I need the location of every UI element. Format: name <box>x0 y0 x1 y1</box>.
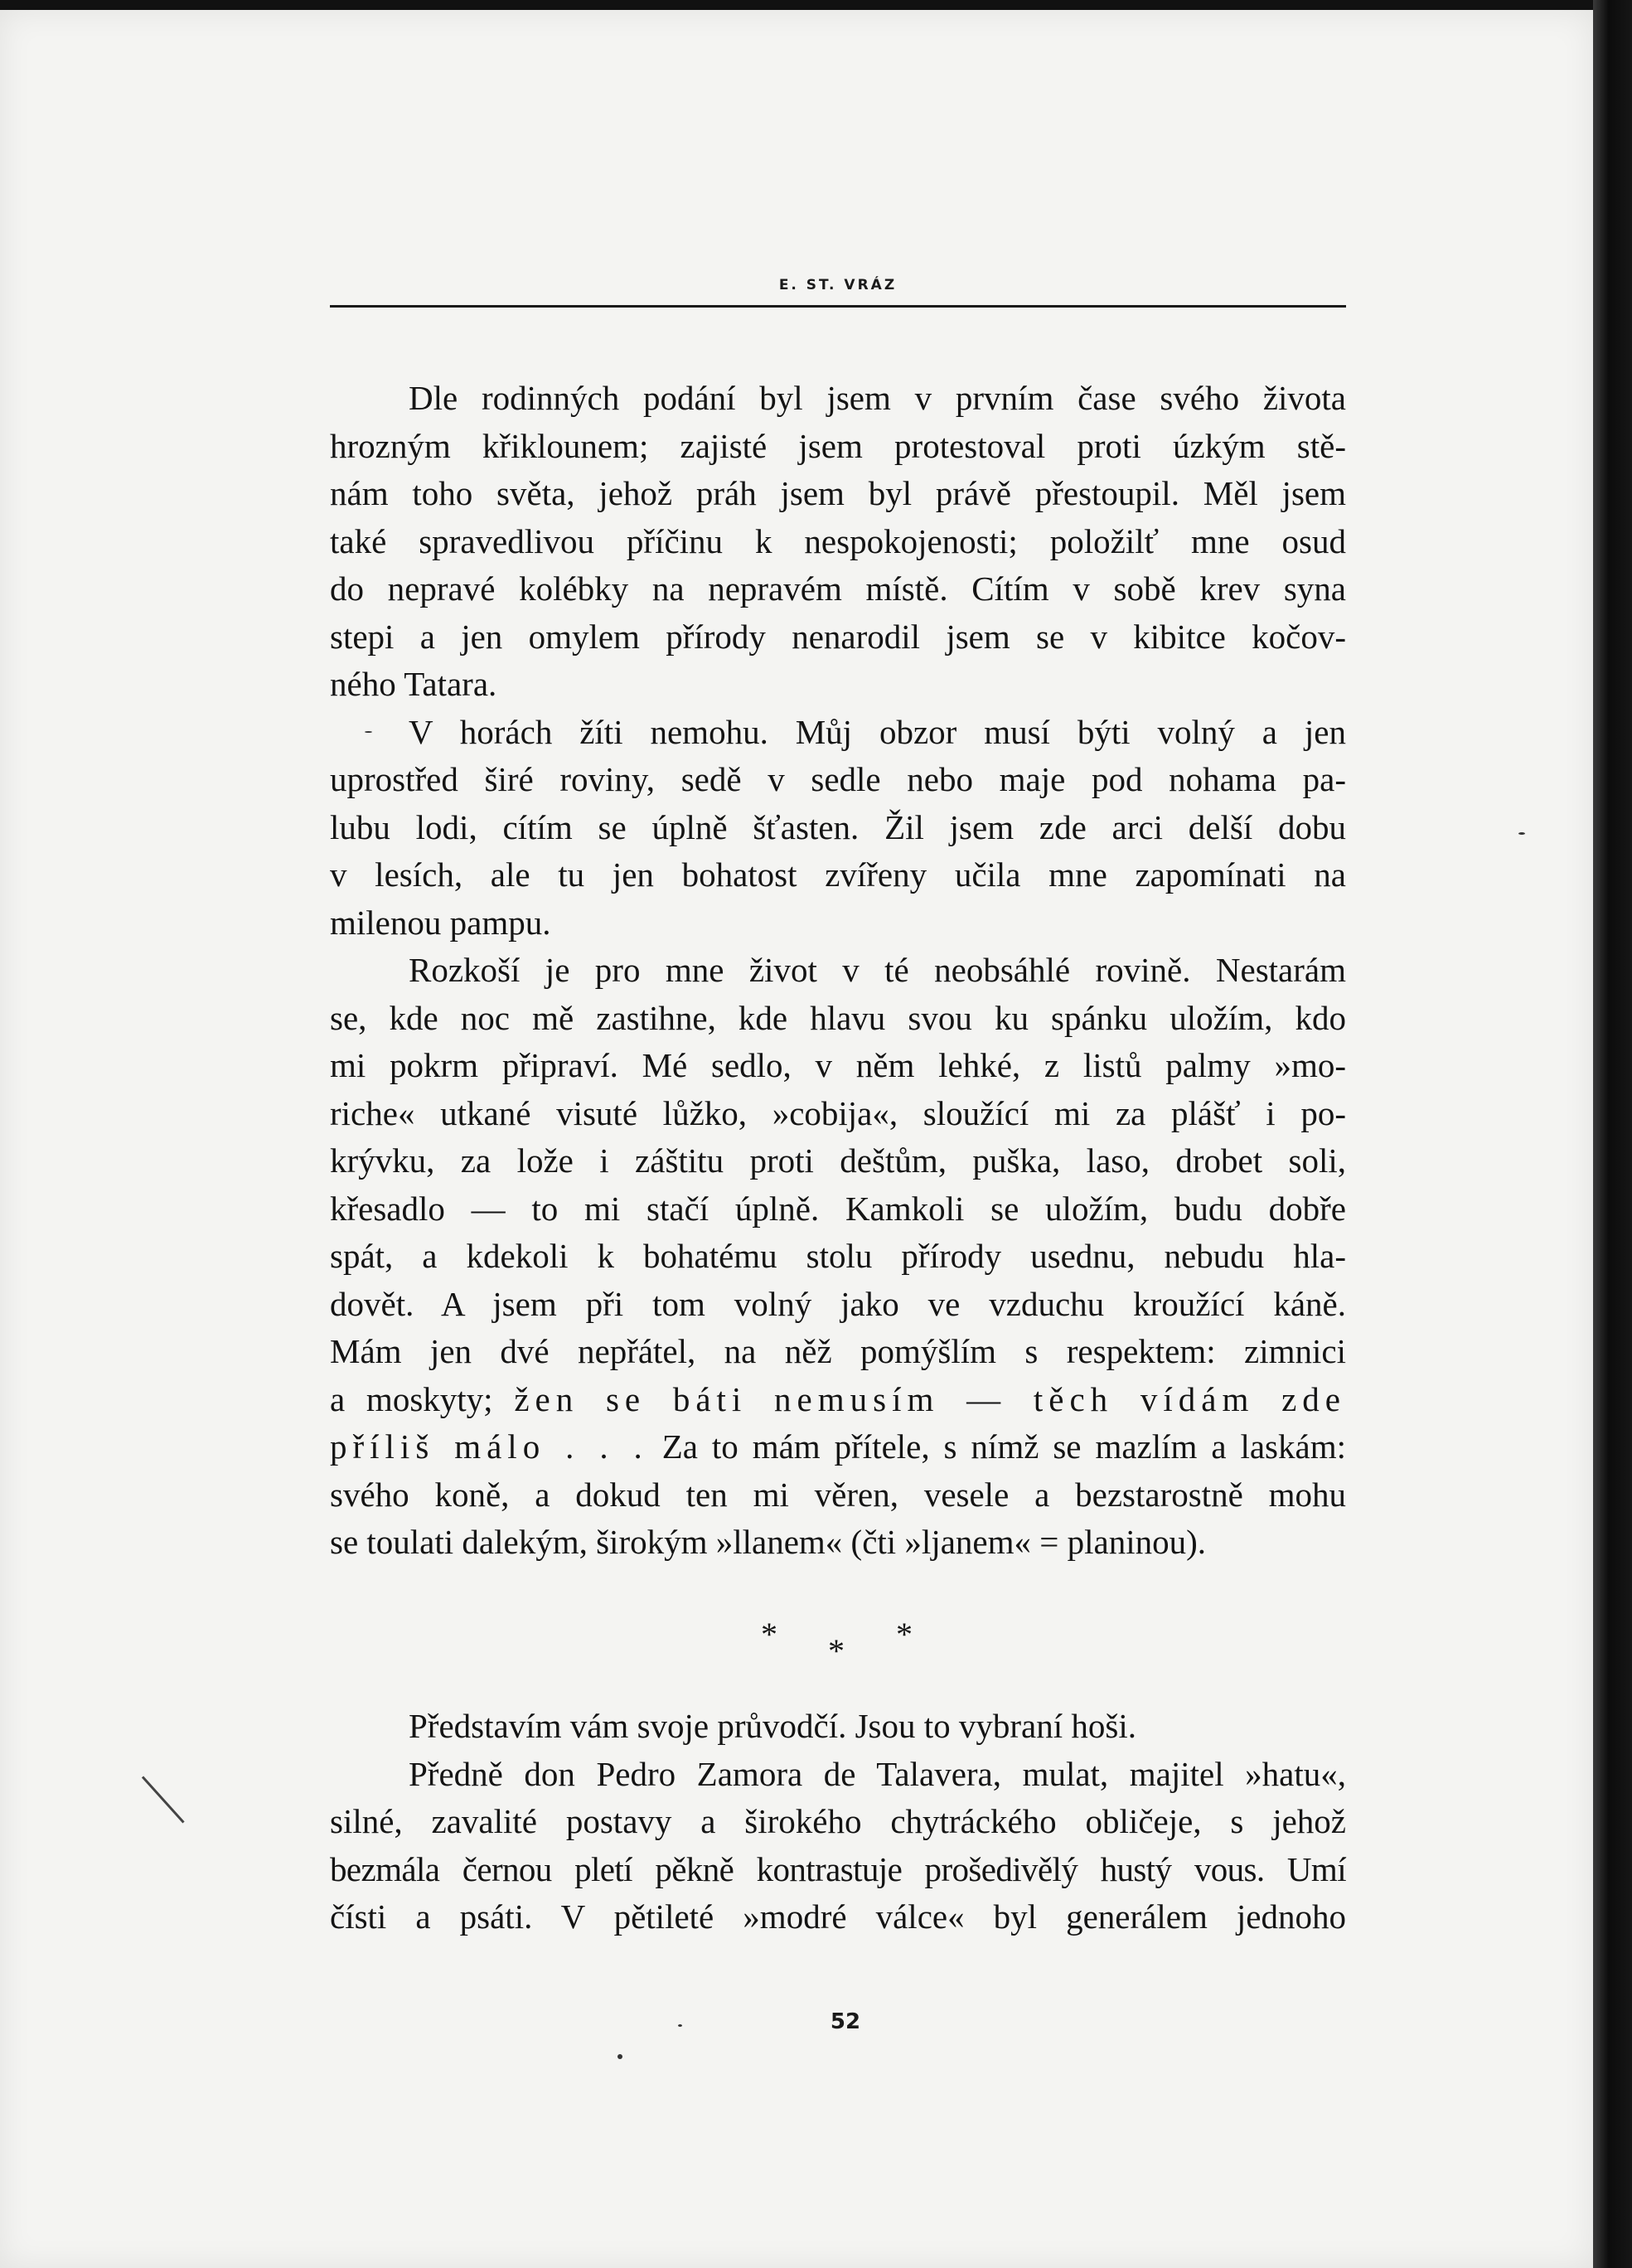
text-line: silné, zavalité postavy a širokého chytráckého obličeje, s jehož <box>330 1802 1346 1840</box>
text-line: také spravedlivou příčinu k nespokojenosti; položilť mne osud <box>330 521 1346 560</box>
text-line: krývku, za lože i záštitu proti deštům, puška, laso, drobet soli, <box>330 1141 1346 1180</box>
text-line: stepi a jen omylem přírody nenarodil jsem se v kibitce kočov- <box>330 617 1346 656</box>
spaced-emphasis: žen se báti nemusím — těch vídám zde <box>514 1379 1346 1418</box>
running-head: E. ST. VRÁZ <box>778 277 898 293</box>
text-line: křesadlo — to mi stačí úplně. Kamkoli se uložím, budu dobře <box>330 1189 1346 1228</box>
text-line: dovět. A jsem při tom volný jako ve vzduchu kroužící káně. <box>330 1284 1346 1323</box>
text-line: uprostřed širé roviny, sedě v sedle nebo maje pod nohama pa- <box>330 760 1346 798</box>
text-line: milenou pampu. <box>330 903 551 942</box>
text-line: svého koně, a dokud ten mi věren, vesele a bezstarostně mohu <box>330 1475 1346 1514</box>
text-line: ného Tatara. <box>330 665 497 703</box>
scan-speck <box>617 2054 622 2059</box>
paragraph-5 <box>330 1751 1346 1941</box>
text-line: hrozným křiklounem; zajisté jsem protestoval proti úzkým stě- <box>330 426 1346 465</box>
header-rule <box>330 305 1346 308</box>
asterisk: * <box>828 1632 845 1670</box>
text-run: a moskyty; <box>330 1379 515 1418</box>
text-line: Rozkoší je pro mne život v té neobsáhlé rovině. Nestarám <box>409 951 1346 989</box>
paragraph-3 <box>330 947 1346 1567</box>
text-line: se, kde noc mě zastihne, kde hlavu svou ku spánku uložím, kdo <box>330 998 1346 1037</box>
text-line: V horách žíti nemohu. Můj obzor musí býti volný a jen <box>409 712 1346 751</box>
text-line: lubu lodi, cítím se úplně šťasten. Žil jsem zde arci delší dobu <box>330 807 1346 846</box>
body-text-continued <box>330 1703 1346 1941</box>
text-line: Předně don Pedro Zamora de Talavera, mulat, majitel »hatu«, <box>409 1754 1346 1793</box>
asterisk: * <box>896 1616 913 1653</box>
scan-right-edge <box>1593 0 1632 2268</box>
text-line: Mám jen dvé nepřátel, na něž pomýšlím s respektem: zimnici <box>330 1332 1346 1370</box>
text-line-spaced <box>330 1376 1346 1424</box>
text-line: nám toho světa, jehož práh jsem byl právě přestoupil. Měl jsem <box>330 474 1346 512</box>
text-line: v lesích, ale tu jen bohatost zvířeny učila mne zapomínati na <box>330 855 1346 894</box>
text-line: Představím vám svoje průvodčí. Jsou to vybraní hoši. <box>409 1707 1136 1745</box>
text-line: mi pokrm připraví. Mé sedlo, v něm lehké, z listů palmy »mo- <box>330 1046 1346 1084</box>
paragraph-4 <box>330 1703 1346 1751</box>
text-line: spát, a kdekoli k bohatému stolu přírody usednu, nebudu hla- <box>330 1237 1346 1275</box>
text-line: riche« utkané visuté lůžko, »cobija«, sloužící mi za plášť i po- <box>330 1093 1346 1132</box>
text-line: bezmála černou pletí pěkně kontrastuje prošedivělý hustý vous. Umí <box>330 1849 1346 1888</box>
text-line: do nepravé kolébky na nepravém místě. Cítím v sobě krev syna <box>330 569 1346 608</box>
text-line: čísti a psáti. V pětileté »modré válce« byl generálem jednoho <box>330 1897 1346 1936</box>
page-number: 52 <box>830 2009 861 2034</box>
text-run: Za to mám přítele, s nímž se mazlím a laskám: <box>647 1427 1346 1466</box>
text-line: se toulati dalekým, širokým »llanem« (čti »ljanem« = planinou). <box>330 1523 1207 1561</box>
scan-speck <box>1518 832 1525 835</box>
text-line-spaced <box>330 1423 1346 1471</box>
paragraph-2 <box>330 709 1346 947</box>
body-text <box>330 375 1346 1567</box>
text-line: Dle rodinných podání byl jsem v prvním čase svého života <box>409 379 1346 417</box>
paragraph-1 <box>330 375 1346 709</box>
spaced-emphasis: příliš málo . . . <box>330 1427 648 1466</box>
scan-speck <box>678 2024 682 2027</box>
scan-speck <box>365 731 372 733</box>
section-separator <box>330 1615 1346 1673</box>
asterisk: * <box>761 1616 777 1653</box>
